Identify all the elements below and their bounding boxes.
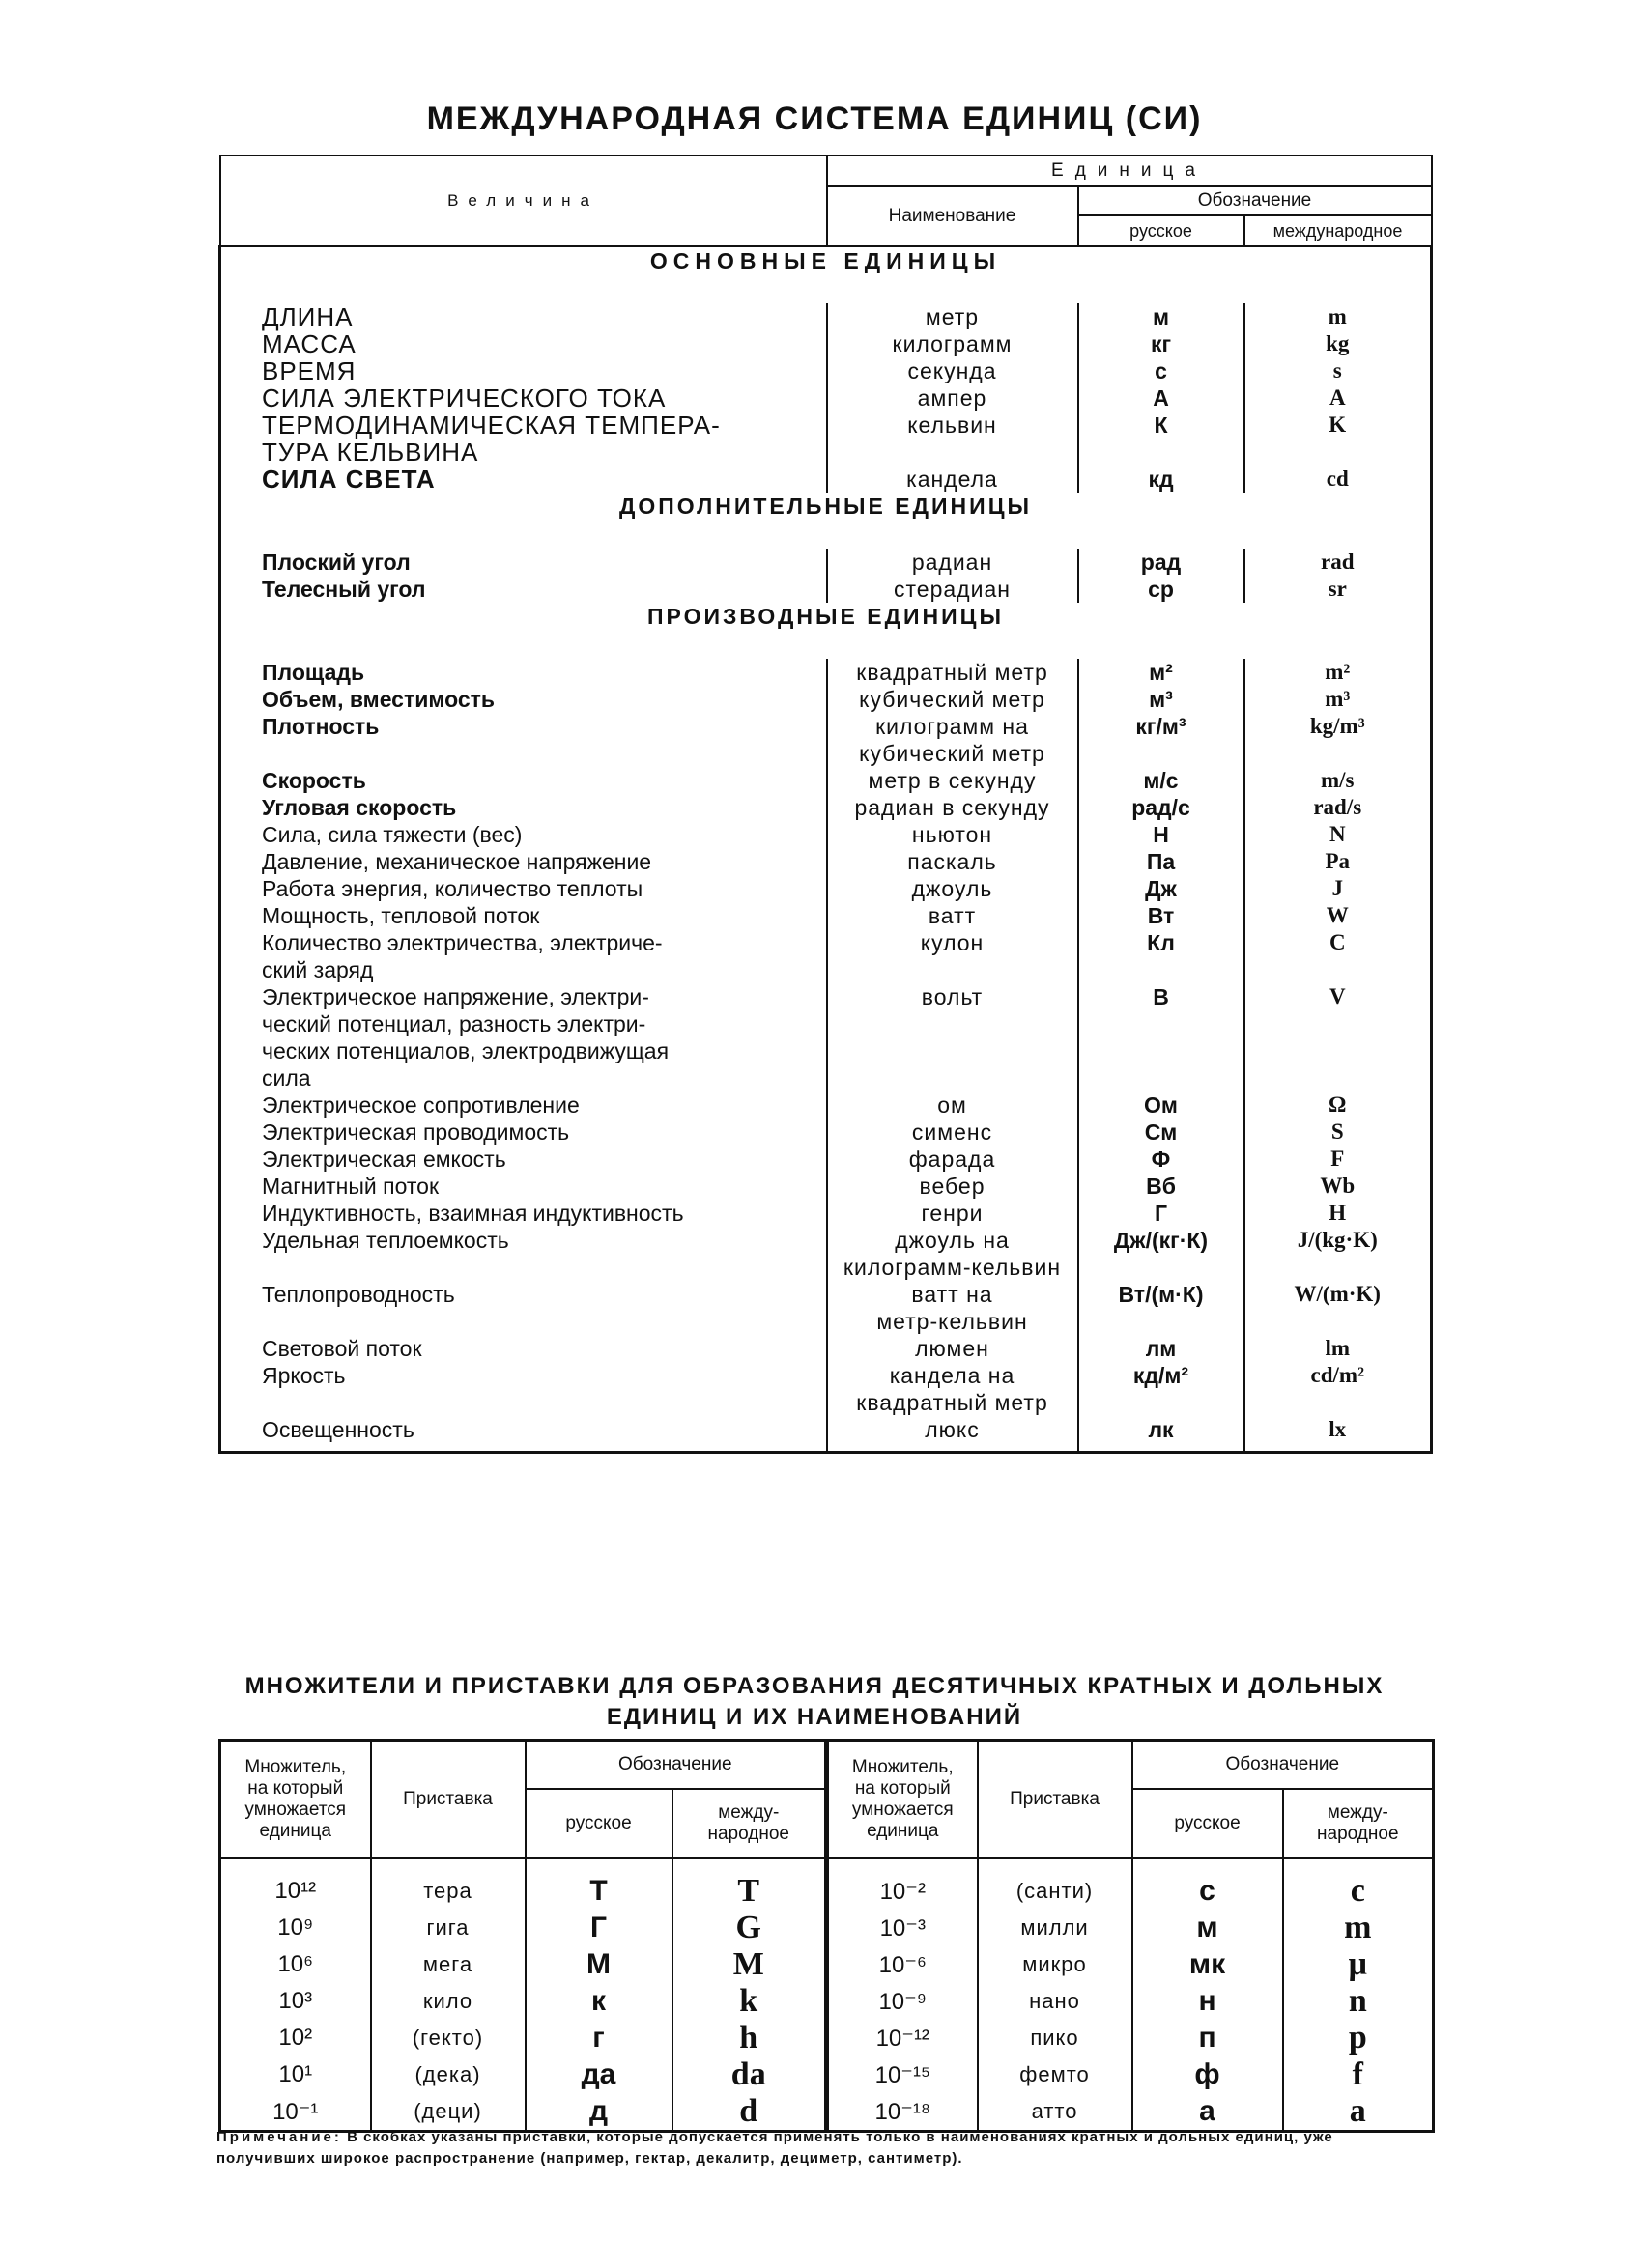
footnote <box>216 2127 1434 2169</box>
multiplier-cell: 10⁻⁹ <box>827 1983 978 2020</box>
table-row <box>220 1146 1432 1173</box>
table-row <box>220 1362 1432 1416</box>
prefix-row <box>220 2093 1434 2132</box>
table-row <box>220 713 1432 767</box>
international-symbol-cell: m³ <box>1244 686 1432 713</box>
multiplier-cell: 10⁻² <box>827 1858 978 1910</box>
quantity-cell: СИЛА ЭЛЕКТРИЧЕСКОГО ТОКА <box>262 383 667 412</box>
international-symbol-cell: Ω <box>1244 1091 1432 1119</box>
prefix-international-cell: f <box>1283 2056 1434 2093</box>
prefix-header-international: между- народное <box>672 1789 827 1858</box>
table-row <box>220 929 1432 983</box>
table-row <box>220 1335 1432 1362</box>
prefix-cell: мега <box>371 1946 526 1983</box>
prefix-russian-cell: Т <box>526 1858 672 1910</box>
unit-name-cell: кандела на квадратный метр <box>827 1362 1078 1416</box>
multiplier-cell: 10⁻¹² <box>827 2020 978 2056</box>
table-row <box>220 303 1432 330</box>
quantity-cell: Объем, вместимость <box>262 687 496 712</box>
prefix-international-cell: G <box>672 1910 827 1946</box>
prefix-russian-cell: да <box>526 2056 672 2093</box>
section-header-row <box>220 493 1432 549</box>
table-row <box>220 1173 1432 1200</box>
international-symbol-cell: Pa <box>1244 848 1432 875</box>
table-row <box>220 1119 1432 1146</box>
international-symbol-cell: J <box>1244 875 1432 902</box>
table-row <box>220 384 1432 411</box>
russian-symbol-cell: Ом <box>1078 1091 1244 1119</box>
russian-symbol-cell: с <box>1078 357 1244 384</box>
prefix-cell: гига <box>371 1910 526 1946</box>
quantity-cell: Индуктивность, взаимная индуктивность <box>262 1201 684 1226</box>
prefix-cell: пико <box>978 2020 1132 2056</box>
unit-name-cell: люкс <box>827 1416 1078 1443</box>
prefix-international-cell: k <box>672 1983 827 2020</box>
header-name: Наименование <box>827 186 1078 246</box>
table-row <box>220 821 1432 848</box>
prefix-cell: милли <box>978 1910 1132 1946</box>
russian-symbol-cell: рад <box>1078 549 1244 576</box>
prefix-row <box>220 1858 1434 1910</box>
prefix-international-cell: c <box>1283 1858 1434 1910</box>
unit-name-cell: сименс <box>827 1119 1078 1146</box>
international-symbol-cell: K <box>1244 411 1432 466</box>
table-row <box>220 794 1432 821</box>
international-symbol-cell: kg/m³ <box>1244 713 1432 767</box>
multiplier-cell: 10⁶ <box>220 1946 371 1983</box>
unit-name-cell: кубический метр <box>827 686 1078 713</box>
unit-name-cell: кулон <box>827 929 1078 983</box>
prefix-table-body <box>220 1858 1434 2132</box>
multiplier-cell: 10⁻⁶ <box>827 1946 978 1983</box>
header-quantity: Величина <box>220 156 827 246</box>
prefix-row <box>220 2056 1434 2093</box>
section-title: ПРОИЗВОДНЫЕ ЕДИНИЦЫ <box>647 604 1004 629</box>
unit-name-cell: джоуль <box>827 875 1078 902</box>
multiplier-cell: 10¹² <box>220 1858 371 1910</box>
quantity-cell: Скорость <box>262 768 366 793</box>
quantity-cell: ВРЕМЯ <box>262 356 357 385</box>
quantity-cell: Теплопроводность <box>262 1282 455 1307</box>
international-symbol-cell: kg <box>1244 330 1432 357</box>
international-symbol-cell: W <box>1244 902 1432 929</box>
prefix-russian-cell: м <box>1132 1910 1283 1946</box>
international-symbol-cell: m² <box>1244 659 1432 686</box>
header-russian: русское <box>1078 215 1244 246</box>
russian-symbol-cell: лк <box>1078 1416 1244 1443</box>
international-symbol-cell: rad/s <box>1244 794 1432 821</box>
multiplier-cell: 10⁹ <box>220 1910 371 1946</box>
prefix-header-multiplier-2: Множитель, на который умножается единица <box>827 1741 978 1859</box>
prefix-row <box>220 1946 1434 1983</box>
prefix-table <box>218 1739 1435 2133</box>
prefix-header-designation: Обозначение <box>526 1741 827 1790</box>
quantity-cell: Давление, механическое напряжение <box>262 849 652 874</box>
quantity-cell: МАССА <box>262 329 357 358</box>
quantity-cell: Электрическое напряжение, электри- ческий потенциал, разность электри- ческих потенциалов, электродвижущая сила <box>262 984 670 1091</box>
russian-symbol-cell: кд/м² <box>1078 1362 1244 1416</box>
multiplier-cell: 10⁻¹⁵ <box>827 2056 978 2093</box>
prefix-russian-cell: Г <box>526 1910 672 1946</box>
quantity-cell: Площадь <box>262 660 365 685</box>
prefix-international-cell: da <box>672 2056 827 2093</box>
unit-name-cell: метр в секунду <box>827 767 1078 794</box>
prefix-cell: атто <box>978 2093 1132 2132</box>
russian-symbol-cell: ср <box>1078 576 1244 603</box>
russian-symbol-cell: Вб <box>1078 1173 1244 1200</box>
international-symbol-cell: V <box>1244 983 1432 1091</box>
quantity-cell: Телесный угол <box>262 577 426 602</box>
table-row <box>220 659 1432 686</box>
header-international: международное <box>1244 215 1432 246</box>
prefix-russian-cell: н <box>1132 1983 1283 2020</box>
prefix-cell: (гекто) <box>371 2020 526 2056</box>
prefix-table-title: МНОЖИТЕЛИ И ПРИСТАВКИ ДЛЯ ОБРАЗОВАНИЯ ДЕСЯТИЧНЫХ КРАТНЫХ И ДОЛЬНЫХ ЕДИНИЦ И ИХ НАИМЕНОВАНИЙ <box>244 1673 1385 1730</box>
multiplier-cell: 10² <box>220 2020 371 2056</box>
unit-name-cell: ампер <box>827 384 1078 411</box>
russian-symbol-cell: лм <box>1078 1335 1244 1362</box>
unit-name-cell: килограмм на кубический метр <box>827 713 1078 767</box>
international-symbol-cell: cd <box>1244 466 1432 493</box>
unit-name-cell: фарада <box>827 1146 1078 1173</box>
prefix-russian-cell: д <box>526 2093 672 2132</box>
prefix-international-cell: a <box>1283 2093 1434 2132</box>
table-row <box>220 875 1432 902</box>
prefix-cell: фемто <box>978 2056 1132 2093</box>
multiplier-cell: 10⁻¹⁸ <box>827 2093 978 2132</box>
unit-name-cell: метр <box>827 303 1078 330</box>
russian-symbol-cell: Г <box>1078 1200 1244 1227</box>
table-row <box>220 1227 1432 1281</box>
quantity-cell: Количество электричества, электриче- ский заряд <box>262 930 663 982</box>
quantity-cell: Мощность, тепловой поток <box>262 903 540 928</box>
international-symbol-cell: J/(kg·K) <box>1244 1227 1432 1281</box>
unit-name-cell: килограмм <box>827 330 1078 357</box>
quantity-cell: Угловая скорость <box>262 795 457 820</box>
table-row <box>220 767 1432 794</box>
quantity-cell: Магнитный поток <box>262 1174 440 1199</box>
prefix-header-russian-2: русское <box>1132 1789 1283 1858</box>
prefix-cell: (дека) <box>371 2056 526 2093</box>
prefix-international-cell: m <box>1283 1910 1434 1946</box>
unit-name-cell: ом <box>827 1091 1078 1119</box>
international-symbol-cell: rad <box>1244 549 1432 576</box>
section-header-row <box>220 603 1432 659</box>
unit-name-cell: радиан в секунду <box>827 794 1078 821</box>
unit-name-cell: ватт на метр-кельвин <box>827 1281 1078 1335</box>
prefix-cell: кило <box>371 1983 526 2020</box>
prefix-header-multiplier: Множитель, на который умножается единица <box>220 1741 371 1859</box>
prefix-international-cell: d <box>672 2093 827 2132</box>
international-symbol-cell: C <box>1244 929 1432 983</box>
russian-symbol-cell: Вт/(м·К) <box>1078 1281 1244 1335</box>
si-table-body <box>220 246 1432 1453</box>
unit-name-cell: секунда <box>827 357 1078 384</box>
prefix-cell: микро <box>978 1946 1132 1983</box>
russian-symbol-cell: м² <box>1078 659 1244 686</box>
unit-name-cell: ньютон <box>827 821 1078 848</box>
unit-name-cell: паскаль <box>827 848 1078 875</box>
prefix-cell: (санти) <box>978 1858 1132 1910</box>
russian-symbol-cell: кд <box>1078 466 1244 493</box>
quantity-cell: Плоский угол <box>262 550 411 575</box>
multiplier-cell: 10⁻³ <box>827 1910 978 1946</box>
table-row <box>220 1091 1432 1119</box>
multiplier-cell: 10⁻¹ <box>220 2093 371 2132</box>
quantity-cell: Яркость <box>262 1363 346 1388</box>
russian-symbol-cell: Н <box>1078 821 1244 848</box>
table-row <box>220 549 1432 576</box>
table-row <box>220 466 1432 493</box>
prefix-international-cell: p <box>1283 2020 1434 2056</box>
quantity-cell: ДЛИНА <box>262 302 354 331</box>
unit-name-cell: вольт <box>827 983 1078 1091</box>
prefix-row <box>220 2020 1434 2056</box>
table-row <box>220 1200 1432 1227</box>
russian-symbol-cell: К <box>1078 411 1244 466</box>
prefix-row <box>220 1983 1434 2020</box>
international-symbol-cell: cd/m² <box>1244 1362 1432 1416</box>
russian-symbol-cell: кг/м³ <box>1078 713 1244 767</box>
unit-name-cell: квадратный метр <box>827 659 1078 686</box>
russian-symbol-cell: м/с <box>1078 767 1244 794</box>
prefix-header-prefix: Приставка <box>371 1741 526 1859</box>
russian-symbol-cell: В <box>1078 983 1244 1091</box>
table-row <box>220 902 1432 929</box>
table-row <box>220 330 1432 357</box>
russian-symbol-cell: рад/с <box>1078 794 1244 821</box>
international-symbol-cell: A <box>1244 384 1432 411</box>
international-symbol-cell: sr <box>1244 576 1432 603</box>
quantity-cell: Электрическая емкость <box>262 1147 506 1172</box>
unit-name-cell: радиан <box>827 549 1078 576</box>
prefix-russian-cell: к <box>526 1983 672 2020</box>
prefix-header-designation-2: Обозначение <box>1132 1741 1434 1790</box>
section-header-row <box>220 246 1432 303</box>
quantity-cell: Освещенность <box>262 1417 414 1442</box>
international-symbol-cell: N <box>1244 821 1432 848</box>
unit-name-cell: ватт <box>827 902 1078 929</box>
russian-symbol-cell: Дж/(кг·К) <box>1078 1227 1244 1281</box>
table-row <box>220 983 1432 1091</box>
russian-symbol-cell: Па <box>1078 848 1244 875</box>
unit-name-cell: джоуль на килограмм-кельвин <box>827 1227 1078 1281</box>
russian-symbol-cell: См <box>1078 1119 1244 1146</box>
prefix-international-cell: M <box>672 1946 827 1983</box>
quantity-cell: Сила, сила тяжести (вес) <box>262 822 523 847</box>
prefix-russian-cell: а <box>1132 2093 1283 2132</box>
russian-symbol-cell: Вт <box>1078 902 1244 929</box>
multiplier-cell: 10³ <box>220 1983 371 2020</box>
table-row <box>220 411 1432 466</box>
spacer-row <box>220 1443 1432 1453</box>
quantity-cell: ТЕРМОДИНАМИЧЕСКАЯ ТЕМПЕРА- ТУРА КЕЛЬВИНА <box>262 411 721 467</box>
prefix-russian-cell: М <box>526 1946 672 1983</box>
header-unit: Единица <box>827 156 1432 186</box>
footnote-label: Примечание: <box>216 2129 342 2145</box>
section-title: ОСНОВНЫЕ ЕДИНИЦЫ <box>649 248 1002 273</box>
quantity-cell: Работа энергия, количество теплоты <box>262 876 643 901</box>
table-row <box>220 1281 1432 1335</box>
prefix-header-prefix-2: Приставка <box>978 1741 1132 1859</box>
russian-symbol-cell: А <box>1078 384 1244 411</box>
international-symbol-cell: m <box>1244 303 1432 330</box>
quantity-cell: Электрическая проводимость <box>262 1120 570 1145</box>
russian-symbol-cell: Дж <box>1078 875 1244 902</box>
russian-symbol-cell: Ф <box>1078 1146 1244 1173</box>
unit-name-cell: стерадиан <box>827 576 1078 603</box>
prefix-cell: нано <box>978 1983 1132 2020</box>
international-symbol-cell: m/s <box>1244 767 1432 794</box>
footnote-text: В скобках указаны приставки, которые допускается применять только в наименованиях кратных и дольных единиц, уже получивших широкое распространение (например, гектар, декалитр, дециметр, сантиметр). <box>216 2129 1333 2167</box>
unit-name-cell: кандела <box>827 466 1078 493</box>
quantity-cell: Плотность <box>262 714 380 739</box>
unit-name-cell: кельвин <box>827 411 1078 466</box>
international-symbol-cell: lm <box>1244 1335 1432 1362</box>
table-row <box>220 357 1432 384</box>
header-designation: Обозначение <box>1078 186 1432 215</box>
quantity-cell: Удельная теплоемкость <box>262 1228 509 1253</box>
prefix-header-international-2: между- народное <box>1283 1789 1434 1858</box>
prefix-row <box>220 1910 1434 1946</box>
prefix-international-cell: h <box>672 2020 827 2056</box>
prefix-cell: (деци) <box>371 2093 526 2132</box>
table-row <box>220 848 1432 875</box>
international-symbol-cell: Wb <box>1244 1173 1432 1200</box>
russian-symbol-cell: кг <box>1078 330 1244 357</box>
unit-name-cell: люмен <box>827 1335 1078 1362</box>
russian-symbol-cell: м <box>1078 303 1244 330</box>
international-symbol-cell: s <box>1244 357 1432 384</box>
prefix-russian-cell: с <box>1132 1858 1283 1910</box>
table-row <box>220 1416 1432 1443</box>
prefix-russian-cell: мк <box>1132 1946 1283 1983</box>
quantity-cell: Световой поток <box>262 1336 422 1361</box>
international-symbol-cell: F <box>1244 1146 1432 1173</box>
prefix-russian-cell: п <box>1132 2020 1283 2056</box>
international-symbol-cell: W/(m·K) <box>1244 1281 1432 1335</box>
unit-name-cell: вебер <box>827 1173 1078 1200</box>
unit-name-cell: генри <box>827 1200 1078 1227</box>
international-symbol-cell: H <box>1244 1200 1432 1227</box>
page-title: МЕЖДУНАРОДНАЯ СИСТЕМА ЕДИНИЦ (СИ) <box>426 100 1203 137</box>
prefix-international-cell: μ <box>1283 1946 1434 1983</box>
section-title: ДОПОЛНИТЕЛЬНЫЕ ЕДИНИЦЫ <box>618 494 1033 519</box>
international-symbol-cell: lx <box>1244 1416 1432 1443</box>
table-row <box>220 686 1432 713</box>
prefix-russian-cell: ф <box>1132 2056 1283 2093</box>
si-units-table <box>218 155 1433 1454</box>
prefix-cell: тера <box>371 1858 526 1910</box>
table-row <box>220 576 1432 603</box>
quantity-cell: Электрическое сопротивление <box>262 1092 580 1118</box>
russian-symbol-cell: м³ <box>1078 686 1244 713</box>
russian-symbol-cell: Кл <box>1078 929 1244 983</box>
international-symbol-cell: S <box>1244 1119 1432 1146</box>
quantity-cell: СИЛА СВЕТА <box>262 465 436 494</box>
prefix-international-cell: T <box>672 1858 827 1910</box>
prefix-russian-cell: г <box>526 2020 672 2056</box>
prefix-header-russian: русское <box>526 1789 672 1858</box>
multiplier-cell: 10¹ <box>220 2056 371 2093</box>
prefix-international-cell: n <box>1283 1983 1434 2020</box>
